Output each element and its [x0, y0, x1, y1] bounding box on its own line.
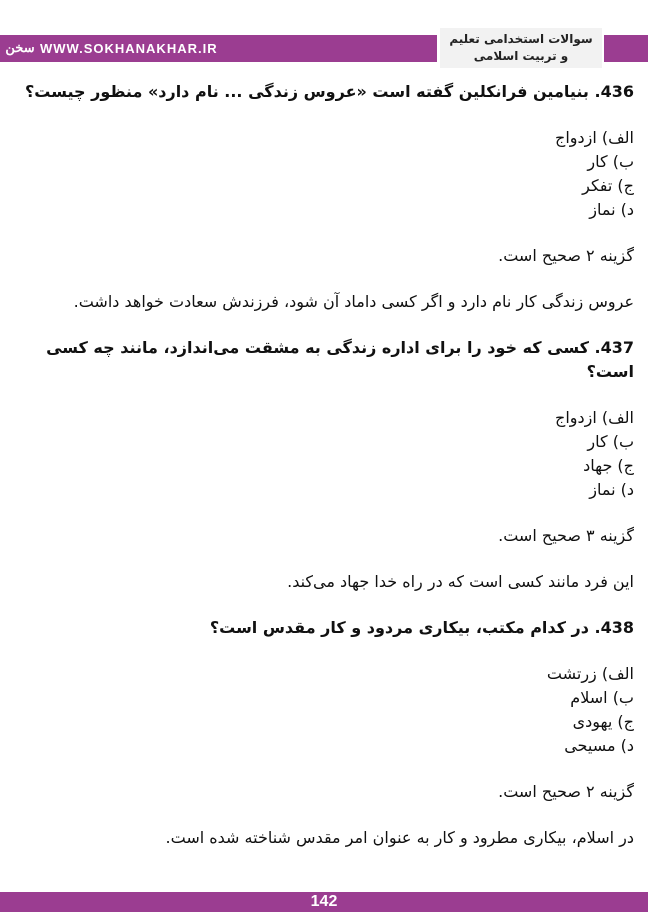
question-title: 436. بنیامین فرانکلین گفته است «عروس زندگی ... نام دارد» منظور چیست؟: [24, 82, 634, 101]
book-title-line1: سوالات استخدامی تعلیم: [449, 32, 593, 46]
answer-text: گزینه ۳ صحیح است.: [498, 526, 634, 545]
page-number: 142: [310, 893, 338, 910]
options-list: [20, 126, 634, 222]
option-item: ج) یهودی: [572, 712, 634, 731]
header-bar-left: [0, 35, 437, 62]
question-title: 437. کسی که خود را برای اداره زندگی به مشقت می‌اندازد، مانند چه کسی است؟: [46, 338, 634, 381]
explanation-text: عروس زندگی کار نام دارد و اگر کسی داماد آن شود، فرزندش سعادت خواهد داشت.: [73, 292, 634, 311]
answer-text: گزینه ۲ صحیح است.: [498, 246, 634, 265]
page-header: [0, 0, 648, 68]
option-item: د) مسیحی: [564, 736, 634, 755]
page-footer: [0, 892, 648, 912]
explanation-text: این فرد مانند کسی است که در راه خدا جهاد می‌کند.: [287, 572, 634, 591]
option-item: د) نماز: [589, 480, 634, 499]
option-item: الف) زرتشت: [546, 664, 634, 683]
option-item: ج) تفکر: [582, 176, 634, 195]
header-bar-right: [604, 35, 648, 62]
question-block: [20, 616, 634, 850]
page-content: [20, 72, 634, 872]
book-title-line2: و تربیت اسلامی: [473, 49, 569, 63]
question-block: [20, 80, 634, 314]
options-list: [20, 406, 634, 502]
options-list: [20, 662, 634, 758]
site-logo: سخن: [5, 41, 35, 56]
option-item: ب) اسلام: [570, 688, 634, 707]
book-title: [440, 28, 602, 68]
question-title: 438. در کدام مکتب، بیکاری مردود و کار مقدس است؟: [209, 618, 634, 637]
option-item: ج) جهاد: [583, 456, 634, 475]
site-url: WWW.SOKHANAKHAR.IR: [40, 41, 218, 56]
option-item: ب) کار: [587, 432, 634, 451]
option-item: ب) کار: [587, 152, 634, 171]
option-item: الف) ازدواج: [554, 128, 634, 147]
question-block: [20, 336, 634, 594]
option-item: الف) ازدواج: [554, 408, 634, 427]
option-item: د) نماز: [589, 200, 634, 219]
explanation-text: در اسلام، بیکاری مطرود و کار به عنوان امر مقدس شناخته شده است.: [165, 828, 634, 847]
answer-text: گزینه ۲ صحیح است.: [498, 782, 634, 801]
